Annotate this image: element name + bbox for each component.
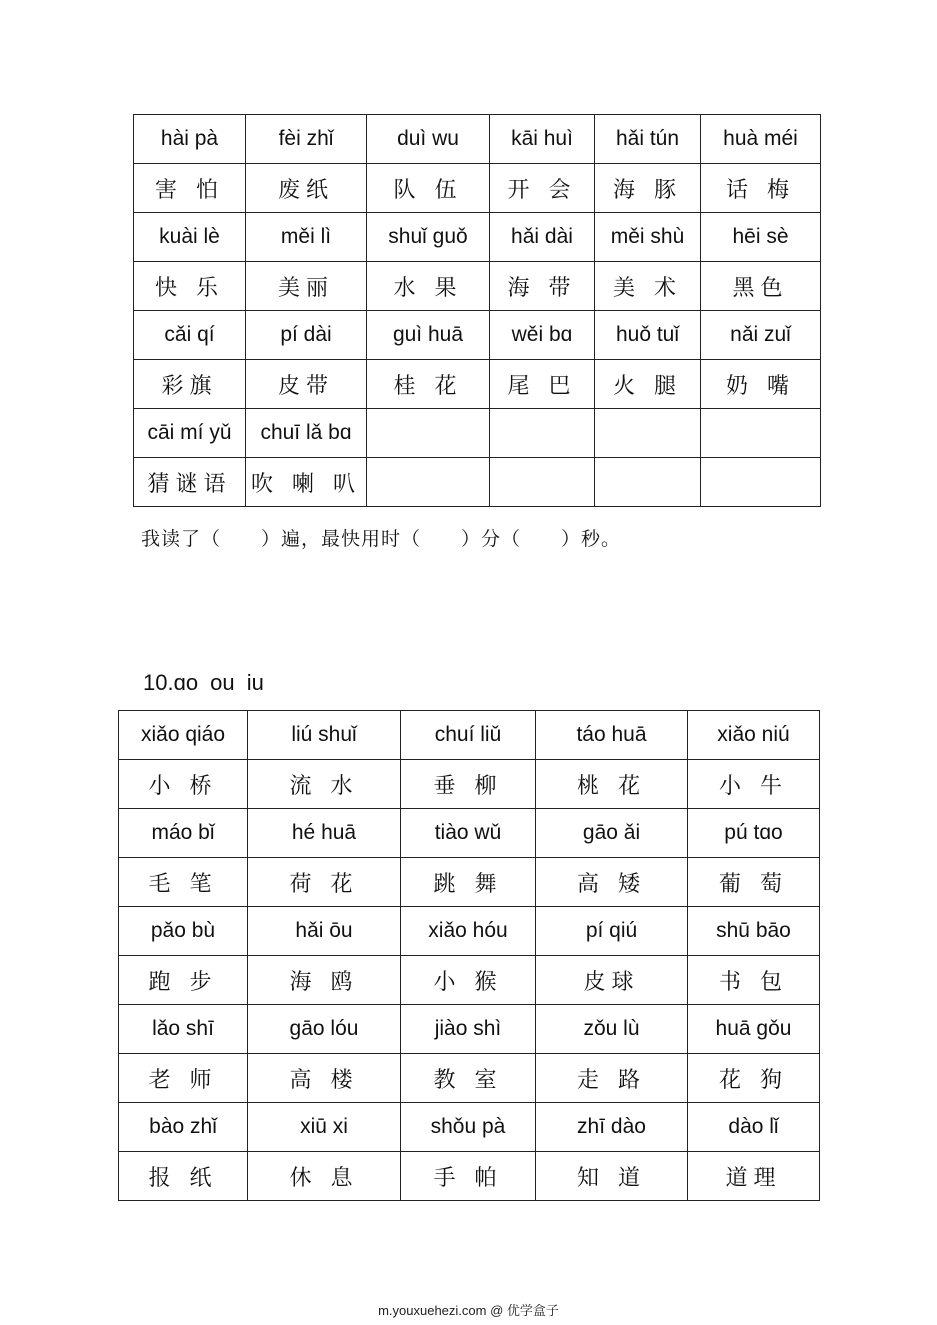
- pinyin-cell: [367, 409, 490, 458]
- pinyin-cell: pǎo bù: [119, 907, 248, 956]
- hanzi-cell: 猜谜语: [134, 458, 246, 507]
- hanzi-cell: 葡 萄: [688, 858, 820, 907]
- pinyin-cell: bào zhǐ: [119, 1103, 248, 1152]
- hanzi-cell: 水 果: [367, 262, 490, 311]
- pinyin-row: [134, 213, 821, 262]
- pinyin-cell: hài pà: [134, 115, 246, 164]
- hanzi-row: [134, 164, 821, 213]
- hanzi-cell: 快 乐: [134, 262, 246, 311]
- hanzi-cell: 报 纸: [119, 1152, 248, 1201]
- hanzi-cell: [367, 458, 490, 507]
- hanzi-cell: 道理: [688, 1152, 820, 1201]
- pinyin-cell: [595, 409, 701, 458]
- pinyin-cell: chuī lǎ bɑ: [246, 409, 367, 458]
- pinyin-cell: hǎi tún: [595, 115, 701, 164]
- pinyin-cell: hé huā: [248, 809, 401, 858]
- pinyin-table-2: [118, 710, 820, 1201]
- hanzi-cell: 教 室: [401, 1054, 536, 1103]
- pinyin-cell: huǒ tuǐ: [595, 311, 701, 360]
- pinyin-row: [119, 1005, 820, 1054]
- pinyin-cell: dào lǐ: [688, 1103, 820, 1152]
- pinyin-row: [134, 409, 821, 458]
- pinyin-cell: pí dài: [246, 311, 367, 360]
- footer-watermark: m.youxuehezi.com @ 优学盒子: [378, 1303, 559, 1318]
- hanzi-cell: 队 伍: [367, 164, 490, 213]
- pinyin-cell: měi shù: [595, 213, 701, 262]
- pinyin-row: [119, 809, 820, 858]
- pinyin-cell: tiào wǔ: [401, 809, 536, 858]
- hanzi-cell: 话 梅: [701, 164, 821, 213]
- hanzi-cell: 皮带: [246, 360, 367, 409]
- pinyin-cell: duì wu: [367, 115, 490, 164]
- hanzi-cell: 花 狗: [688, 1054, 820, 1103]
- hanzi-cell: 海 豚: [595, 164, 701, 213]
- pinyin-cell: kāi huì: [490, 115, 595, 164]
- hanzi-cell: 小 桥: [119, 760, 248, 809]
- hanzi-row: [119, 1152, 820, 1201]
- pinyin-cell: táo huā: [536, 711, 688, 760]
- pinyin-cell: máo bǐ: [119, 809, 248, 858]
- pinyin-cell: [490, 409, 595, 458]
- pinyin-cell: xiǎo hóu: [401, 907, 536, 956]
- hanzi-cell: 桂 花: [367, 360, 490, 409]
- hanzi-row: [134, 262, 821, 311]
- hanzi-cell: [595, 458, 701, 507]
- hanzi-cell: 高 矮: [536, 858, 688, 907]
- pinyin-cell: pí qiú: [536, 907, 688, 956]
- pinyin-row: [119, 711, 820, 760]
- hanzi-cell: 休 息: [248, 1152, 401, 1201]
- pinyin-cell: lǎo shī: [119, 1005, 248, 1054]
- hanzi-cell: 毛 笔: [119, 858, 248, 907]
- pinyin-cell: huā gǒu: [688, 1005, 820, 1054]
- hanzi-cell: 尾 巴: [490, 360, 595, 409]
- hanzi-row: [119, 760, 820, 809]
- hanzi-cell: [701, 458, 821, 507]
- hanzi-row: [134, 360, 821, 409]
- pinyin-cell: guì huā: [367, 311, 490, 360]
- hanzi-cell: 书 包: [688, 956, 820, 1005]
- pinyin-row: [134, 311, 821, 360]
- pinyin-cell: chuí liǔ: [401, 711, 536, 760]
- pinyin-row: [119, 907, 820, 956]
- pinyin-cell: měi lì: [246, 213, 367, 262]
- pinyin-row: [134, 115, 821, 164]
- hanzi-cell: 害 怕: [134, 164, 246, 213]
- hanzi-cell: 垂 柳: [401, 760, 536, 809]
- pinyin-table-1: [133, 114, 821, 507]
- hanzi-cell: 小 牛: [688, 760, 820, 809]
- hanzi-cell: 黑色: [701, 262, 821, 311]
- hanzi-cell: 桃 花: [536, 760, 688, 809]
- hanzi-cell: 火 腿: [595, 360, 701, 409]
- hanzi-cell: 小 猴: [401, 956, 536, 1005]
- hanzi-cell: 彩旗: [134, 360, 246, 409]
- hanzi-cell: 高 楼: [248, 1054, 401, 1103]
- hanzi-cell: [490, 458, 595, 507]
- hanzi-cell: 荷 花: [248, 858, 401, 907]
- section-title: 10.ɑo ou iu: [143, 670, 264, 695]
- pinyin-cell: zhī dào: [536, 1103, 688, 1152]
- pinyin-cell: xiǎo niú: [688, 711, 820, 760]
- pinyin-cell: shǒu pà: [401, 1103, 536, 1152]
- pinyin-cell: hǎi ōu: [248, 907, 401, 956]
- pinyin-cell: kuài lè: [134, 213, 246, 262]
- table-2-body: [119, 711, 820, 1201]
- pinyin-cell: jiào shì: [401, 1005, 536, 1054]
- hanzi-cell: 美 术: [595, 262, 701, 311]
- hanzi-cell: 开 会: [490, 164, 595, 213]
- pinyin-cell: nǎi zuǐ: [701, 311, 821, 360]
- pinyin-cell: huà méi: [701, 115, 821, 164]
- pinyin-cell: shuǐ guǒ: [367, 213, 490, 262]
- pinyin-cell: shū bāo: [688, 907, 820, 956]
- table-1-body: [134, 115, 821, 507]
- hanzi-row: [134, 458, 821, 507]
- hanzi-cell: 手 帕: [401, 1152, 536, 1201]
- hanzi-cell: 海 带: [490, 262, 595, 311]
- pinyin-cell: hǎi dài: [490, 213, 595, 262]
- hanzi-cell: 跑 步: [119, 956, 248, 1005]
- pinyin-cell: fèi zhǐ: [246, 115, 367, 164]
- hanzi-cell: 奶 嘴: [701, 360, 821, 409]
- pinyin-cell: xiǎo qiáo: [119, 711, 248, 760]
- hanzi-cell: 美丽: [246, 262, 367, 311]
- hanzi-row: [119, 858, 820, 907]
- hanzi-cell: 海 鸥: [248, 956, 401, 1005]
- pinyin-cell: cǎi qí: [134, 311, 246, 360]
- pinyin-cell: [701, 409, 821, 458]
- pinyin-cell: xiū xi: [248, 1103, 401, 1152]
- pinyin-cell: zǒu lù: [536, 1005, 688, 1054]
- hanzi-row: [119, 956, 820, 1005]
- reading-record-line: 我读了（ ）遍，最快用时（ ）分（ ）秒。: [141, 528, 622, 550]
- hanzi-row: [119, 1054, 820, 1103]
- pinyin-row: [119, 1103, 820, 1152]
- pinyin-cell: wěi bɑ: [490, 311, 595, 360]
- hanzi-cell: 知 道: [536, 1152, 688, 1201]
- hanzi-cell: 吹 喇 叭: [246, 458, 367, 507]
- pinyin-cell: gāo ǎi: [536, 809, 688, 858]
- pinyin-cell: liú shuǐ: [248, 711, 401, 760]
- hanzi-cell: 跳 舞: [401, 858, 536, 907]
- pinyin-cell: pú tɑo: [688, 809, 820, 858]
- pinyin-cell: cāi mí yǔ: [134, 409, 246, 458]
- hanzi-cell: 走 路: [536, 1054, 688, 1103]
- hanzi-cell: 废纸: [246, 164, 367, 213]
- pinyin-cell: gāo lóu: [248, 1005, 401, 1054]
- hanzi-cell: 流 水: [248, 760, 401, 809]
- pinyin-cell: hēi sè: [701, 213, 821, 262]
- hanzi-cell: 皮球: [536, 956, 688, 1005]
- hanzi-cell: 老 师: [119, 1054, 248, 1103]
